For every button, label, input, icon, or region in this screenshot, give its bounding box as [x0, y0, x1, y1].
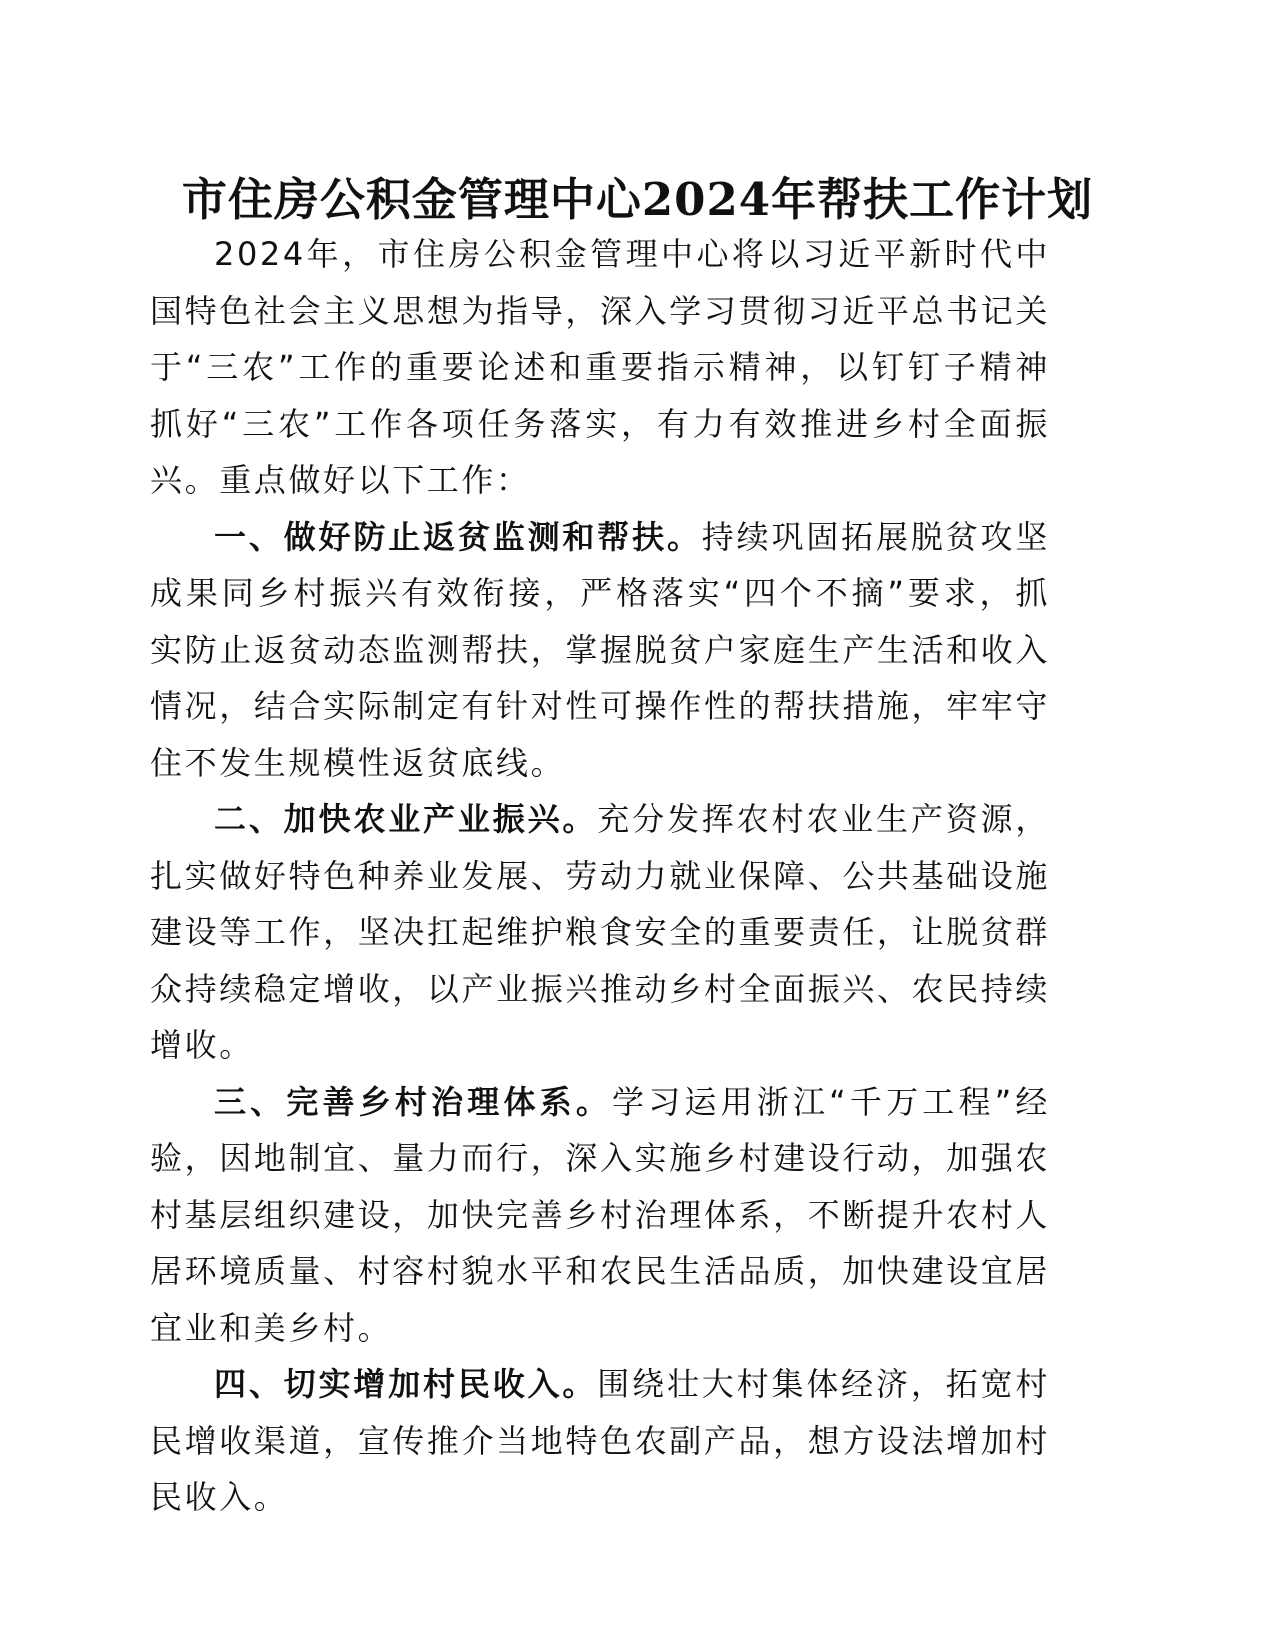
- section-paragraph-1: [150, 509, 1050, 792]
- section-paragraph-3: [150, 1074, 1050, 1357]
- section-heading-3: 三、完善乡村治理体系。: [214, 1082, 613, 1121]
- section-paragraph-2: [150, 791, 1050, 1074]
- section-heading-4: 四、切实增加村民收入。: [214, 1365, 598, 1403]
- document-body: [150, 226, 1050, 1526]
- intro-paragraph: 2024年，市住房公积金管理中心将以习近平新时代中国特色社会主义思想为指导，深入学习贯彻习近平总书记关于“三农”工作的重要论述和重要指示精神，以钉钉子精神抓好“三农”工作各项任务落实，有力有效推进乡村全面振兴。重点做好以下工作：: [150, 235, 1050, 499]
- document-title: 市住房公积金管理中心2024年帮扶工作计划: [181, 173, 1094, 226]
- section-text-1: 持续巩固拓展脱贫攻坚成果同乡村振兴有效衔接，严格落实“四个不摘”要求，抓实防止返贫动态监测帮扶，掌握脱贫户家庭生产生活和收入情况，结合实际制定有针对性可操作性的帮扶措施，牢牢守住不发生规模性返贫底线。: [150, 517, 1050, 782]
- section-text-4: 围绕壮大村集体经济，拓宽村民增收渠道，宣传推介当地特色农副产品，想方设法增加村民收入。: [150, 1365, 1050, 1516]
- section-text-2: 充分发挥农村农业生产资源，扎实做好特色种养业发展、劳动力就业保障、公共基础设施建设等工作，坚决扛起维护粮食安全的重要责任，让脱贫群众持续稳定增收，以产业振兴推动乡村全面振兴、农民持续增收。: [150, 800, 1050, 1064]
- section-heading-1: 一、做好防止返贫监测和帮扶。: [214, 517, 702, 556]
- section-text-3: 学习运用浙江“千万工程”经验，因地制宜、量力而行，深入实施乡村建设行动，加强农村基层组织建设，加快完善乡村治理体系，不断提升农村人居环境质量、村容村貌水平和农民生活品质，加快建设宜居宜业和美乡村。: [150, 1082, 1050, 1347]
- section-paragraph-4: [150, 1356, 1050, 1526]
- section-heading-2: 二、加快农业产业振兴。: [214, 800, 598, 838]
